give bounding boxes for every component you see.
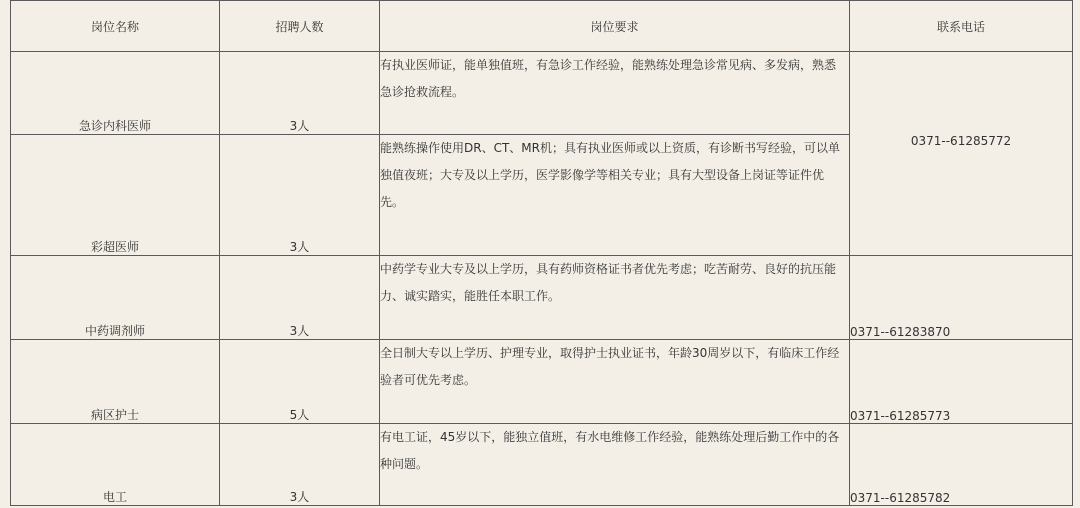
requirements bbox=[380, 424, 850, 506]
requirements bbox=[380, 135, 850, 256]
position-name: 急诊内科医师 bbox=[11, 52, 220, 135]
phone-number: 0371--61285772 bbox=[850, 52, 1073, 256]
requirements bbox=[380, 256, 850, 340]
requirement-line: 有执业医师证，能单独值班，有急诊工作经验，能熟练处理急诊常见病、多发病，熟悉 bbox=[380, 58, 837, 72]
headcount: 5人 bbox=[220, 340, 380, 424]
header-requirements: 岗位要求 bbox=[380, 1, 850, 52]
header-row bbox=[11, 1, 1073, 52]
headcount: 3人 bbox=[220, 135, 380, 256]
phone-number: 0371--61285782 bbox=[850, 424, 1073, 506]
table-row bbox=[11, 424, 1073, 506]
headcount: 3人 bbox=[220, 256, 380, 340]
requirement-line: 力、诚实踏实，能胜任本职工作。 bbox=[380, 289, 561, 303]
requirement-line: 有电工证，45岁以下，能独立值班，有水电维修工作经验，能熟练处理后勤工作中的各 bbox=[380, 430, 840, 444]
table-row bbox=[11, 52, 1073, 135]
headcount: 3人 bbox=[220, 424, 380, 506]
header-phone: 联系电话 bbox=[850, 1, 1073, 52]
phone-number: 0371--61285773 bbox=[850, 340, 1073, 424]
table-row bbox=[11, 256, 1073, 340]
requirement-line: 急诊抢救流程。 bbox=[380, 85, 465, 99]
requirement-line: 独值夜班；大专及以上学历，医学影像学等相关专业；具有大型设备上岗证等证件优 bbox=[380, 168, 825, 182]
requirement-line: 种问题。 bbox=[380, 457, 429, 471]
headcount: 3人 bbox=[220, 52, 380, 135]
requirements bbox=[380, 52, 850, 135]
phone-number: 0371--61283870 bbox=[850, 256, 1073, 340]
table-row bbox=[11, 340, 1073, 424]
requirement-line: 验者可优先考虑。 bbox=[380, 373, 477, 387]
requirement-line: 先。 bbox=[380, 195, 405, 209]
position-name: 中药调剂师 bbox=[11, 256, 220, 340]
position-name: 电工 bbox=[11, 424, 220, 506]
position-name: 病区护士 bbox=[11, 340, 220, 424]
header-headcount: 招聘人数 bbox=[220, 1, 380, 52]
requirement-line: 中药学专业大专及以上学历，具有药师资格证书者优先考虑；吃苦耐劳、良好的抗压能 bbox=[380, 262, 837, 276]
requirements bbox=[380, 340, 850, 424]
requirement-line: 全日制大专以上学历、护理专业，取得护士执业证书，年龄30周岁以下，有临床工作经 bbox=[380, 346, 840, 360]
position-name: 彩超医师 bbox=[11, 135, 220, 256]
requirement-line: 能熟练操作使用DR、CT、MR机；具有执业医师或以上资质，有诊断书写经验，可以单 bbox=[380, 141, 840, 155]
recruitment-table bbox=[10, 0, 1073, 506]
header-position-name: 岗位名称 bbox=[11, 1, 220, 52]
